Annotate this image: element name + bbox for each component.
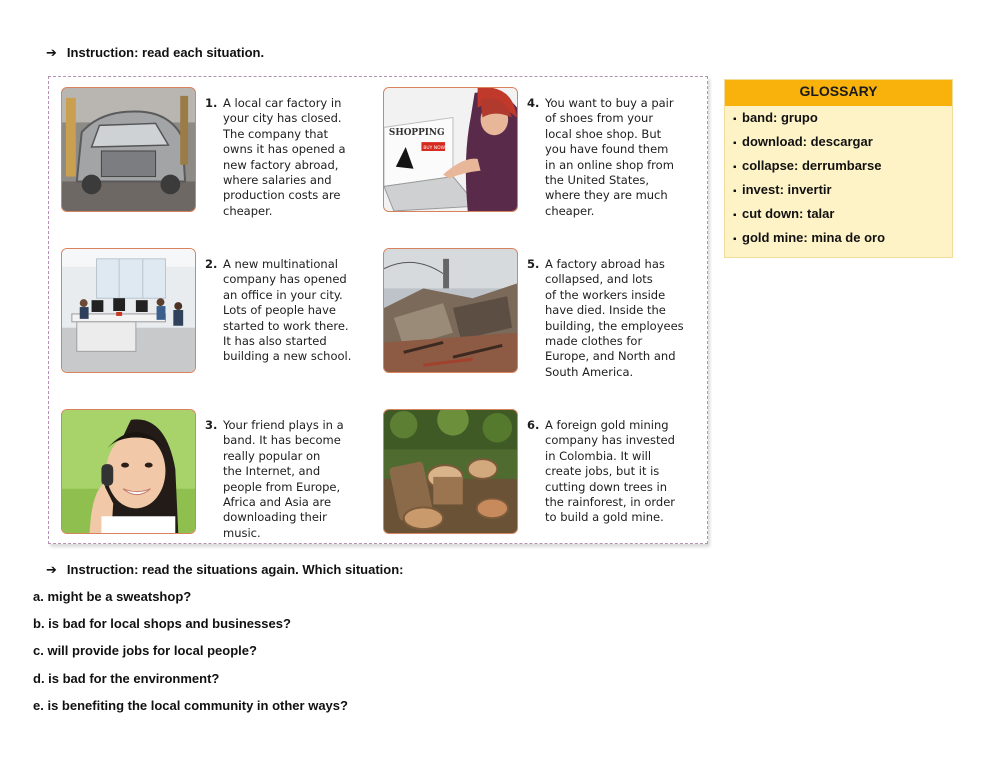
- online-shopping-photo: [383, 87, 518, 212]
- situation-number: 3.: [205, 418, 218, 432]
- bullet-icon: ▪: [733, 114, 737, 125]
- arrow-right-icon: ➔: [46, 563, 57, 578]
- bullet-icon: ▪: [733, 234, 737, 245]
- glossary-item: ▪ gold mine: mina de oro: [733, 229, 952, 253]
- situation-text: You want to buy a pair of shoes from your local shoe shop. But you have found them in an online shop from the United States, where they are much cheaper.: [545, 96, 674, 218]
- situation-text: Your friend plays in a band. It has become really popular on the Internet, and people from Europe, Africa and Asia are downloading their music.: [223, 418, 344, 540]
- glossary-item: ▪ cut down: talar: [733, 205, 952, 229]
- question-c: c. will provide jobs for local people?: [33, 643, 257, 658]
- glossary-item: ▪ collapse: derrumbarse: [733, 157, 952, 181]
- situation-text: A new multinational company has opened an office in your city. Lots of people have started to work there. It has also started building a new school.: [223, 257, 352, 364]
- situation-number: 2.: [205, 257, 218, 271]
- glossary-list: [725, 106, 952, 253]
- question-b: b. is bad for local shops and businesses?: [33, 616, 291, 631]
- glossary-item: ▪ invest: invertir: [733, 181, 952, 205]
- instruction-read-situations: ➔ Instruction: read each situation.: [46, 45, 265, 61]
- situations-frame: [48, 76, 708, 544]
- bullet-icon: ▪: [733, 138, 737, 149]
- glossary-box: [724, 79, 953, 258]
- situation-number: 1.: [205, 96, 218, 110]
- glossary-item: ▪ download: descargar: [733, 133, 952, 157]
- situation-card-3: [61, 409, 381, 539]
- question-d: d. is bad for the environment?: [33, 671, 220, 686]
- situation-text: A local car factory in your city has closed. The company that owns it has opened a new factory abroad, where salaries and production costs are cheaper.: [223, 96, 346, 218]
- glossary-item: ▪ band: grupo: [733, 109, 952, 133]
- situation-card-1: [61, 87, 381, 217]
- situation-card-6: [383, 409, 703, 539]
- situation-card-4: [383, 87, 703, 217]
- arrow-right-icon: ➔: [46, 46, 57, 61]
- bullet-icon: ▪: [733, 210, 737, 221]
- buy-now-label: BUY NOW: [423, 146, 445, 152]
- situation-card-2: [61, 248, 381, 378]
- question-a: a. might be a sweatshop?: [33, 589, 192, 604]
- question-e: e. is benefiting the local community in other ways?: [33, 698, 348, 713]
- collapsed-building-photo: [383, 248, 518, 373]
- situation-card-5: [383, 248, 703, 378]
- glossary-title: GLOSSARY: [725, 80, 952, 106]
- instruction-read-again: ➔ Instruction: read the situations again. Which situation:: [46, 562, 404, 578]
- bullet-icon: ▪: [733, 162, 737, 173]
- situation-text: A factory abroad has collapsed, and lots of the workers inside have died. Inside the building, the employees made clothes for Europe, and North and South America.: [545, 257, 684, 379]
- office-photo: [61, 248, 196, 373]
- shopping-sign-title: SHOPPING: [388, 128, 445, 139]
- situation-number: 4.: [527, 96, 540, 110]
- situation-number: 6.: [527, 418, 540, 432]
- car-factory-photo: [61, 87, 196, 212]
- girl-headphones-photo: [61, 409, 196, 534]
- situation-text: A foreign gold mining company has invested in Colombia. It will create jobs, but it is cutting down trees in the rainforest, in order to build a gold mine.: [545, 418, 676, 525]
- situation-number: 5.: [527, 257, 540, 271]
- bullet-icon: ▪: [733, 186, 737, 197]
- cut-logs-photo: [383, 409, 518, 534]
